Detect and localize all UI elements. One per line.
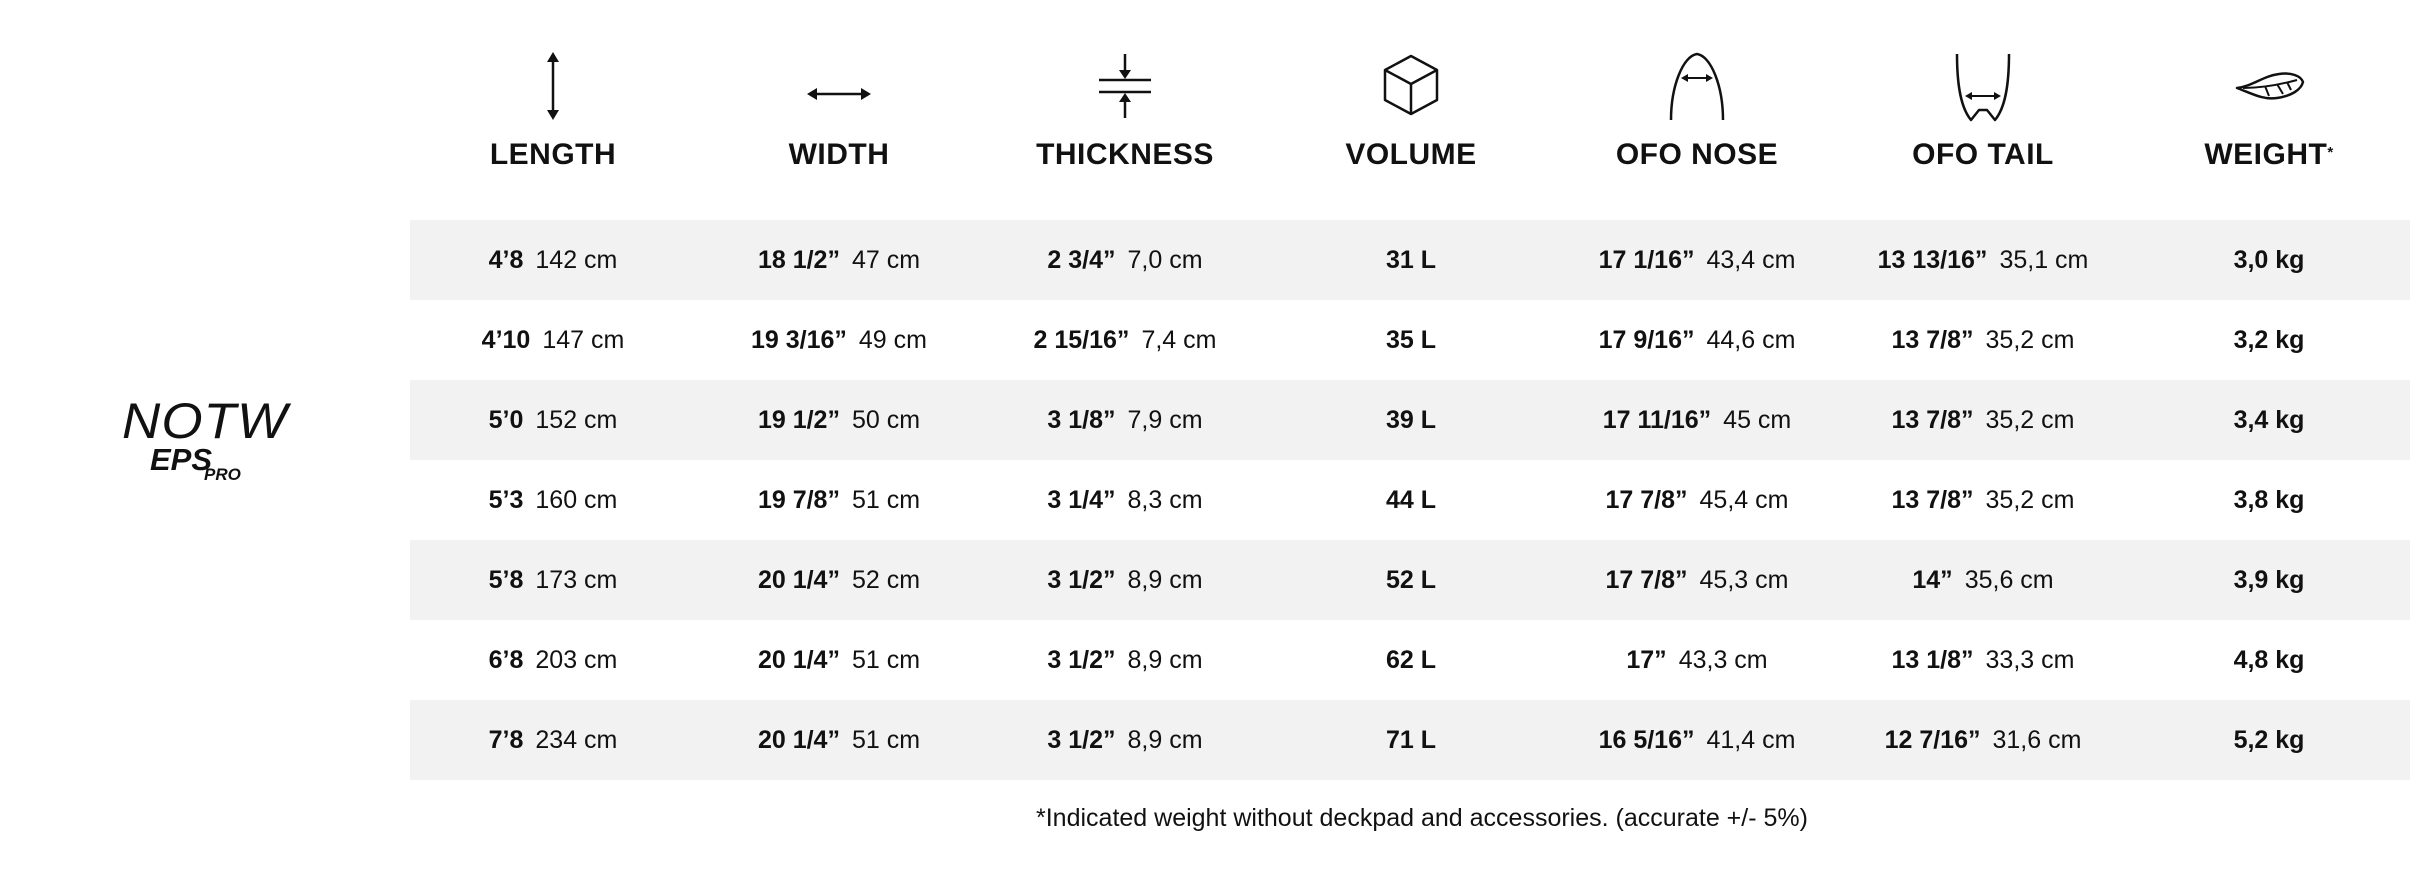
length-metric: 160 cm	[535, 485, 618, 514]
ofo-nose-imperial: 16 5/16”	[1598, 725, 1695, 754]
length-imperial: 7’8	[488, 725, 524, 754]
volume-cube-icon	[1371, 46, 1451, 126]
thickness-imperial: 3 1/2”	[1047, 565, 1116, 594]
board-nose-icon	[1657, 46, 1737, 126]
table-row	[410, 540, 2410, 620]
header-volume	[1268, 46, 1554, 186]
width-arrow-icon	[799, 46, 879, 126]
ofo-nose-imperial: 17”	[1626, 645, 1667, 674]
thickness-metric: 8,9 cm	[1127, 725, 1203, 754]
length-metric: 142 cm	[535, 245, 618, 274]
thickness-metric: 8,9 cm	[1127, 565, 1203, 594]
cell-length	[410, 380, 696, 460]
length-metric: 234 cm	[535, 725, 618, 754]
cell-volume	[1268, 460, 1554, 540]
spec-table	[410, 220, 2410, 780]
cell-length	[410, 300, 696, 380]
cell-length	[410, 220, 696, 300]
header-width	[696, 46, 982, 186]
volume-value: 62 L	[1385, 645, 1437, 674]
length-metric: 203 cm	[535, 645, 618, 674]
length-metric: 147 cm	[542, 325, 625, 354]
ofo-tail-metric: 35,2 cm	[1985, 325, 2075, 354]
cell-volume	[1268, 620, 1554, 700]
cell-width	[696, 300, 982, 380]
weight-value: 3,0 kg	[2233, 245, 2305, 274]
cell-weight	[2126, 380, 2410, 460]
ofo-tail-imperial: 13 7/8”	[1891, 405, 1974, 434]
cell-weight	[2126, 460, 2410, 540]
header-thickness-label: THICKNESS	[1036, 138, 1214, 171]
weight-value: 4,8 kg	[2233, 645, 2305, 674]
cell-width	[696, 460, 982, 540]
cell-length	[410, 540, 696, 620]
ofo-tail-metric: 35,2 cm	[1985, 405, 2075, 434]
header-ofo-nose-label: OFO NOSE	[1615, 138, 1779, 171]
volume-value: 35 L	[1385, 325, 1437, 354]
volume-value: 71 L	[1385, 725, 1437, 754]
logo-pro-text: PRO	[204, 465, 241, 484]
length-metric: 173 cm	[535, 565, 618, 594]
weight-value: 3,9 kg	[2233, 565, 2305, 594]
cell-ofo-tail	[1840, 540, 2126, 620]
thickness-imperial: 2 3/4”	[1047, 245, 1116, 274]
cell-weight	[2126, 220, 2410, 300]
ofo-nose-metric: 44,6 cm	[1706, 325, 1796, 354]
cell-thickness	[982, 620, 1268, 700]
cell-weight	[2126, 540, 2410, 620]
width-metric: 49 cm	[858, 325, 927, 354]
ofo-tail-imperial: 13 7/8”	[1891, 325, 1974, 354]
length-metric: 152 cm	[535, 405, 618, 434]
cell-ofo-nose	[1554, 620, 1840, 700]
width-metric: 50 cm	[851, 405, 921, 434]
thickness-imperial: 2 15/16”	[1033, 325, 1130, 354]
ofo-nose-imperial: 17 7/8”	[1605, 565, 1688, 594]
width-imperial: 18 1/2”	[757, 245, 840, 274]
thickness-metric: 7,4 cm	[1141, 325, 1217, 354]
brand-logo	[118, 393, 298, 496]
cell-length	[410, 460, 696, 540]
cell-width	[696, 700, 982, 780]
width-imperial: 20 1/4”	[757, 565, 840, 594]
cell-thickness	[982, 300, 1268, 380]
volume-value: 31 L	[1385, 245, 1437, 274]
header-weight-text: WEIGHT	[2204, 138, 2328, 171]
thickness-imperial: 3 1/8”	[1047, 405, 1116, 434]
ofo-nose-metric: 41,4 cm	[1706, 725, 1796, 754]
ofo-tail-imperial: 13 1/8”	[1891, 645, 1974, 674]
cell-length	[410, 700, 696, 780]
ofo-tail-imperial: 13 13/16”	[1877, 245, 1988, 274]
cell-volume	[1268, 220, 1554, 300]
feather-icon	[2229, 46, 2309, 126]
length-imperial: 5’8	[488, 565, 524, 594]
thickness-metric: 8,9 cm	[1127, 645, 1203, 674]
ofo-nose-imperial: 17 1/16”	[1598, 245, 1695, 274]
ofo-tail-metric: 33,3 cm	[1985, 645, 2075, 674]
table-row	[410, 460, 2410, 540]
cell-ofo-nose	[1554, 700, 1840, 780]
cell-ofo-nose	[1554, 460, 1840, 540]
length-imperial: 4’8	[488, 245, 524, 274]
width-imperial: 19 1/2”	[757, 405, 840, 434]
cell-ofo-tail	[1840, 300, 2126, 380]
width-imperial: 19 7/8”	[757, 485, 840, 514]
weight-value: 3,8 kg	[2233, 485, 2305, 514]
width-imperial: 20 1/4”	[757, 725, 840, 754]
ofo-tail-imperial: 12 7/16”	[1884, 725, 1981, 754]
cell-thickness	[982, 540, 1268, 620]
table-row	[410, 220, 2410, 300]
volume-value: 39 L	[1385, 405, 1437, 434]
cell-thickness	[982, 460, 1268, 540]
weight-value: 5,2 kg	[2233, 725, 2305, 754]
cell-width	[696, 620, 982, 700]
length-arrow-icon	[513, 46, 593, 126]
ofo-nose-metric: 45,3 cm	[1699, 565, 1789, 594]
cell-volume	[1268, 300, 1554, 380]
width-imperial: 20 1/4”	[757, 645, 840, 674]
width-imperial: 19 3/16”	[750, 325, 847, 354]
width-metric: 52 cm	[851, 565, 921, 594]
ofo-tail-imperial: 13 7/8”	[1891, 485, 1974, 514]
width-metric: 51 cm	[851, 645, 921, 674]
header-weight	[2126, 46, 2410, 186]
footnote: *Indicated weight without deckpad and accessories. (accurate +/- 5%)	[1036, 804, 1808, 832]
ofo-tail-metric: 35,6 cm	[1964, 565, 2054, 594]
length-imperial: 5’0	[488, 405, 524, 434]
header-ofo-nose	[1554, 46, 1840, 186]
ofo-nose-metric: 43,3 cm	[1678, 645, 1768, 674]
width-metric: 47 cm	[851, 245, 921, 274]
header-ofo-tail	[1840, 46, 2126, 186]
volume-value: 52 L	[1385, 565, 1437, 594]
cell-weight	[2126, 620, 2410, 700]
ofo-nose-metric: 45 cm	[1723, 405, 1792, 434]
cell-ofo-tail	[1840, 220, 2126, 300]
cell-ofo-tail	[1840, 460, 2126, 540]
volume-value: 44 L	[1385, 485, 1437, 514]
cell-weight	[2126, 300, 2410, 380]
width-metric: 51 cm	[851, 725, 921, 754]
header-weight-label	[2204, 138, 2333, 172]
length-imperial: 5’3	[488, 485, 524, 514]
header-length-label: LENGTH	[489, 138, 617, 171]
cell-thickness	[982, 700, 1268, 780]
cell-ofo-tail	[1840, 620, 2126, 700]
cell-ofo-nose	[1554, 220, 1840, 300]
cell-thickness	[982, 380, 1268, 460]
cell-ofo-nose	[1554, 300, 1840, 380]
thickness-imperial: 3 1/4”	[1047, 485, 1116, 514]
cell-volume	[1268, 540, 1554, 620]
cell-thickness	[982, 220, 1268, 300]
ofo-nose-imperial: 17 7/8”	[1605, 485, 1688, 514]
ofo-tail-metric: 31,6 cm	[1992, 725, 2082, 754]
header-width-label: WIDTH	[788, 138, 890, 171]
cell-ofo-nose	[1554, 380, 1840, 460]
table-row	[410, 620, 2410, 700]
ofo-nose-imperial: 17 9/16”	[1598, 325, 1695, 354]
ofo-tail-imperial: 14”	[1912, 565, 1953, 594]
logo-eps-text: EPS	[150, 442, 213, 477]
ofo-nose-imperial: 17 11/16”	[1602, 405, 1712, 434]
table-row	[410, 300, 2410, 380]
length-imperial: 6’8	[488, 645, 524, 674]
thickness-imperial: 3 1/2”	[1047, 725, 1116, 754]
table-row	[410, 380, 2410, 460]
thickness-metric: 7,0 cm	[1127, 245, 1203, 274]
weight-value: 3,4 kg	[2233, 405, 2305, 434]
ofo-nose-metric: 45,4 cm	[1699, 485, 1789, 514]
cell-ofo-tail	[1840, 700, 2126, 780]
cell-volume	[1268, 380, 1554, 460]
cell-ofo-nose	[1554, 540, 1840, 620]
ofo-tail-metric: 35,1 cm	[1999, 245, 2089, 274]
thickness-icon	[1085, 46, 1165, 126]
thickness-imperial: 3 1/2”	[1047, 645, 1116, 674]
cell-length	[410, 620, 696, 700]
cell-width	[696, 220, 982, 300]
header-ofo-tail-label: OFO TAIL	[1912, 138, 2054, 171]
thickness-metric: 7,9 cm	[1127, 405, 1203, 434]
header-weight-asterisk: *	[2327, 144, 2334, 161]
width-metric: 51 cm	[851, 485, 921, 514]
cell-volume	[1268, 700, 1554, 780]
cell-width	[696, 380, 982, 460]
length-imperial: 4’10	[481, 325, 531, 354]
table-row	[410, 700, 2410, 780]
cell-weight	[2126, 700, 2410, 780]
board-tail-icon	[1943, 46, 2023, 126]
cell-width	[696, 540, 982, 620]
thickness-metric: 8,3 cm	[1127, 485, 1203, 514]
cell-ofo-tail	[1840, 380, 2126, 460]
ofo-nose-metric: 43,4 cm	[1706, 245, 1796, 274]
header-thickness	[982, 46, 1268, 186]
header-length	[410, 46, 696, 186]
logo-main-text: NOTW	[122, 393, 289, 449]
header-volume-label: VOLUME	[1345, 138, 1477, 171]
ofo-tail-metric: 35,2 cm	[1985, 485, 2075, 514]
weight-value: 3,2 kg	[2233, 325, 2305, 354]
